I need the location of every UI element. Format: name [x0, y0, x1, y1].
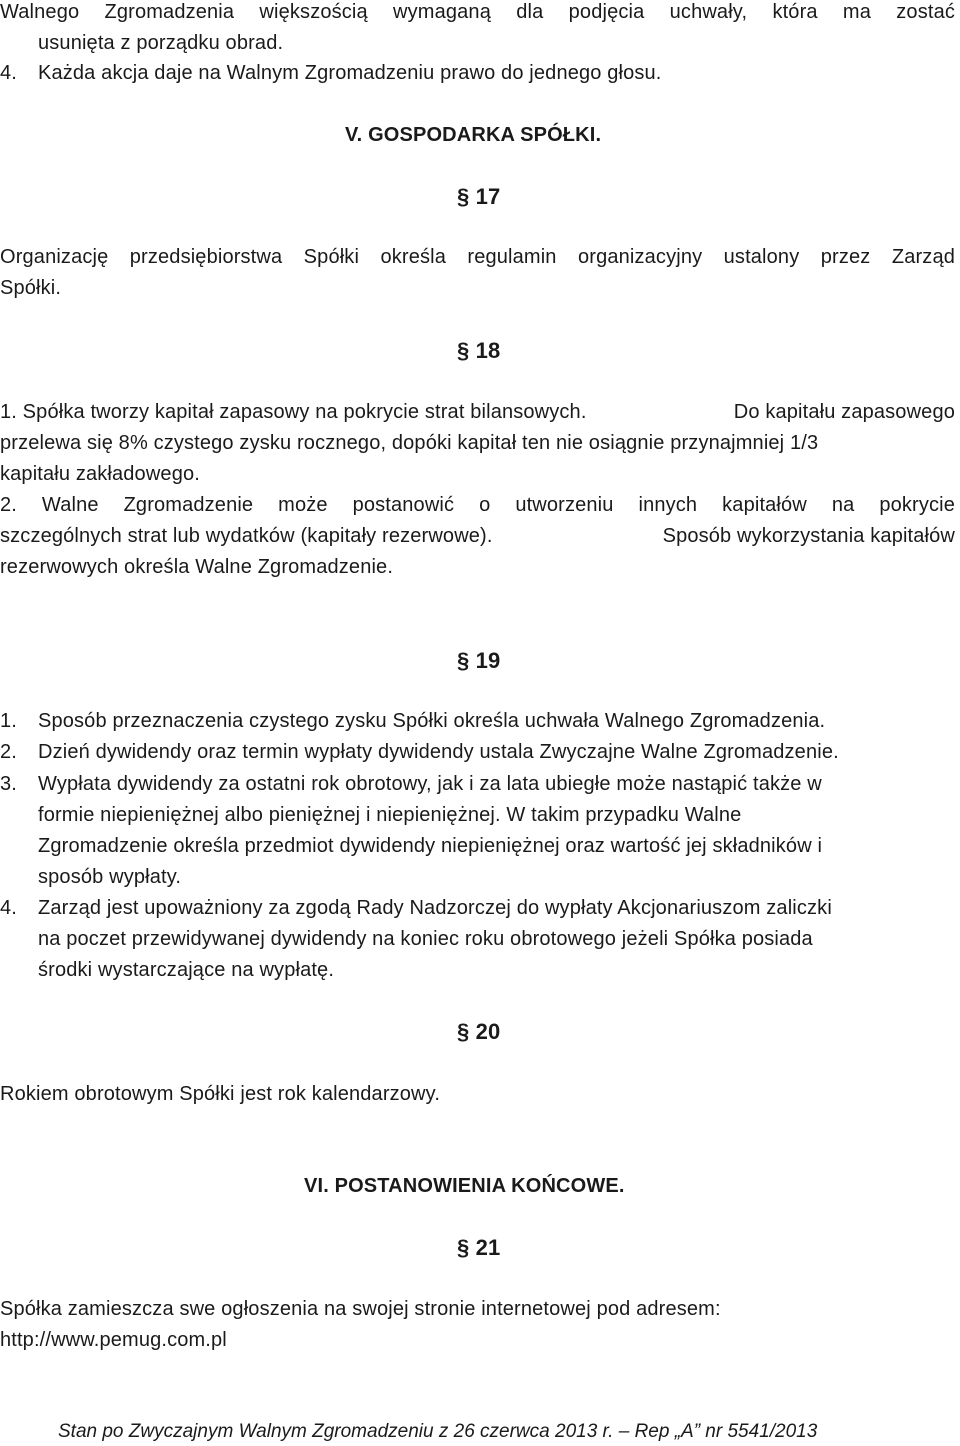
text-line: przelewa się 8% czystego zysku rocznego, dopóki kapitał ten nie osiągnie przynajmniej 1/3 — [0, 432, 819, 454]
text-line: Rokiem obrotowym Spółki jest rok kalendarzowy. — [0, 1083, 441, 1105]
paragraph-number: § 21 — [457, 1235, 501, 1260]
text-line: Spółki. — [0, 277, 62, 299]
text-content: Sposób wykorzystania kapitałów — [662, 525, 955, 547]
text-content: Do kapitału zapasowego — [733, 401, 955, 423]
text-line — [0, 490, 955, 520]
list-item-number: 4. — [0, 897, 17, 919]
list-item-text: Każda akcja daje na Walnym Zgromadzeniu prawo do jednego głosu. — [38, 62, 662, 84]
list-item-number: 4. — [0, 62, 17, 84]
text-line: Spółka zamieszcza swe ogłoszenia na swojej stronie internetowej pod adresem: — [0, 1298, 721, 1320]
list-item-text: Zarząd jest upoważniony za zgodą Rady Nadzorczej do wypłaty Akcjonariuszom zaliczki — [38, 897, 832, 919]
text-line — [0, 242, 955, 272]
text-line — [0, 521, 955, 551]
text-content: 1. Spółka tworzy kapitał zapasowy na pokrycie strat bilansowych. — [0, 401, 587, 423]
text-content: szczególnych strat lub wydatków (kapitały rezerwowe). — [0, 525, 493, 547]
paragraph-number: § 19 — [457, 648, 501, 673]
paragraph-number: § 18 — [457, 338, 501, 363]
text-line: usunięta z porządku obrad. — [38, 32, 284, 54]
text-content: Walnego Zgromadzenia większością wymaganą dla podjęcia uchwały, która ma zostać — [0, 1, 955, 23]
list-item-text: formie niepieniężnej albo pieniężnej i niepieniężnej. W takim przypadku Walne — [38, 804, 742, 826]
text-content: Organizację przedsiębiorstwa Spółki określa regulamin organizacyjny ustalony przez Zarząd — [0, 246, 955, 268]
list-item-text: środki wystarczające na wypłatę. — [38, 959, 335, 981]
list-item-number: 2. — [0, 741, 17, 763]
text-line — [0, 397, 955, 427]
text-content: 2. Walne Zgromadzenie może postanowić o utworzeniu innych kapitałów na pokrycie — [0, 494, 955, 516]
list-item-text: sposób wypłaty. — [38, 866, 182, 888]
list-item-text: Dzień dywidendy oraz termin wypłaty dywidendy ustala Zwyczajne Walne Zgromadzenie. — [38, 741, 839, 763]
text-line: rezerwowych określa Walne Zgromadzenie. — [0, 556, 394, 578]
list-item-text: Zgromadzenie określa przedmiot dywidendy niepieniężnej oraz wartość jej składników i — [38, 835, 823, 857]
list-item-number: 3. — [0, 773, 17, 795]
paragraph-number: § 20 — [457, 1019, 501, 1044]
section-heading: VI. POSTANOWIENIA KOŃCOWE. — [304, 1175, 625, 1197]
url-text: http://www.pemug.com.pl — [0, 1329, 227, 1351]
list-item-text: Sposób przeznaczenia czystego zysku Spółki określa uchwała Walnego Zgromadzenia. — [38, 710, 826, 732]
text-line: kapitału zakładowego. — [0, 463, 200, 485]
section-heading: V. GOSPODARKA SPÓŁKI. — [345, 124, 602, 146]
list-item-text: Wypłata dywidendy za ostatni rok obrotowy, jak i za lata ubiegłe może nastąpić także w — [38, 773, 822, 795]
text-line — [0, 0, 955, 27]
paragraph-number: § 17 — [457, 184, 501, 209]
page-footer: Stan po Zwyczajnym Walnym Zgromadzeniu z 26 czerwca 2013 r. – Rep „A” nr 5541/2013 — [58, 1421, 818, 1442]
list-item-text: na poczet przewidywanej dywidendy na koniec roku obrotowego jeżeli Spółka posiada — [38, 928, 813, 950]
list-item-number: 1. — [0, 710, 17, 732]
